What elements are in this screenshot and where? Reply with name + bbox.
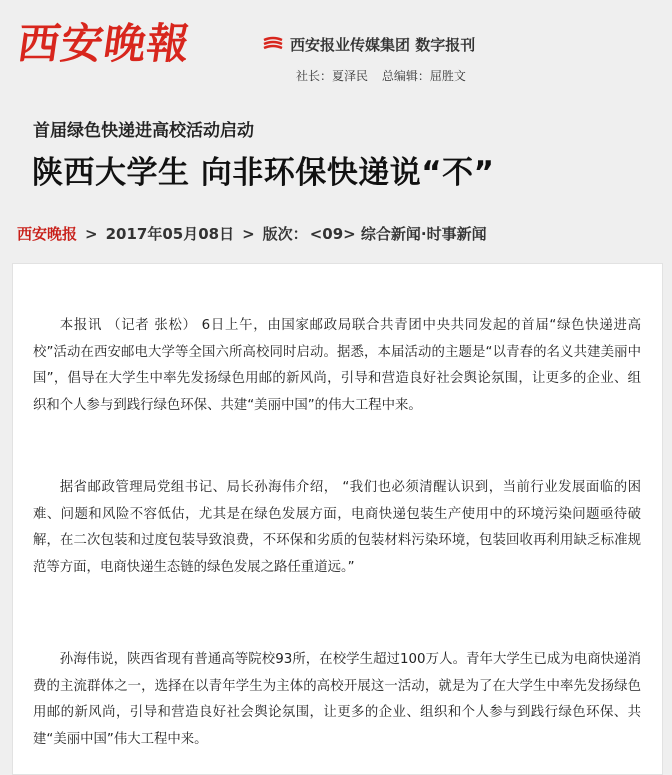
breadcrumb-date[interactable]: 2017年05月08日: [105, 225, 235, 243]
article-paragraph: 据省邮政管理局党组书记、局长孙海伟介绍， “我们也必须清醒认识到，当前行业发展面临的困难、问题和风险不容低估，尤其是在绿色发展方面，电商快递包装生产使用中的环境污染问题亟待破解，在二次包装和过度包装导致浪费，不环保和劣质的包装材料污染环境，包装回收再利用缺乏标准规范等方面，电商快递生态链的绿色发展之路任重道远。”: [33, 480, 641, 575]
newspaper-logo[interactable]: 西安晚報: [14, 19, 194, 68]
group-name: 西安报业传媒集团 数字报刊: [290, 35, 476, 54]
article-paragraph: 孙海伟说，陕西省现有普通高等院校93所，在校学生超过100万人。青年大学生已成为电商快递消费的主流群体之一，选择在以青年学生为主体的高校开展这一活动，就是为了在大学生中率先发扬绿色用邮的新风尚，引导和营造良好社会舆论氛围，让更多的企业、组织和个人参与到践行绿色环保、共建“美丽中国”伟大工程中来。: [33, 652, 641, 747]
article-headline: 陕西大学生 向非环保快递说“不”: [32, 155, 495, 191]
breadcrumb-separator: >: [242, 224, 255, 243]
masthead: [0, 0, 672, 96]
breadcrumb: [17, 223, 487, 244]
article-paragraph: 本报讯 （记者 张松） 6日上午，由国家邮政局联合共青团中央共同发起的首届“绿色快递进高校”活动在西安邮电大学等全国六所高校同时启动。据悉，本届活动的主题是“以青春的名义共建美丽中国”，倡导在大学生中率先发扬绿色用邮的新风尚，引导和营造良好社会舆论氛围，让更多的企业、组织和个人参与到践行绿色环保、共建“美丽中国”的伟大工程中来。: [33, 318, 641, 413]
editor-label: 总编辑：屈胜文: [381, 69, 466, 83]
breadcrumb-paper-link[interactable]: 西安晚报: [17, 225, 78, 243]
breadcrumb-separator: >: [85, 224, 98, 243]
president-label: 社长：夏泽民: [296, 69, 369, 83]
article-body: [12, 263, 663, 775]
group-line: [262, 32, 475, 56]
breadcrumb-edition-label: 版次：: [262, 225, 308, 243]
breadcrumb-edition[interactable]: <09> 综合新闻·时事新闻: [309, 225, 487, 243]
staff-line: [296, 67, 476, 84]
article-subtitle: 首届绿色快递进高校活动启动: [33, 121, 254, 141]
group-swirl-icon: [262, 36, 284, 52]
